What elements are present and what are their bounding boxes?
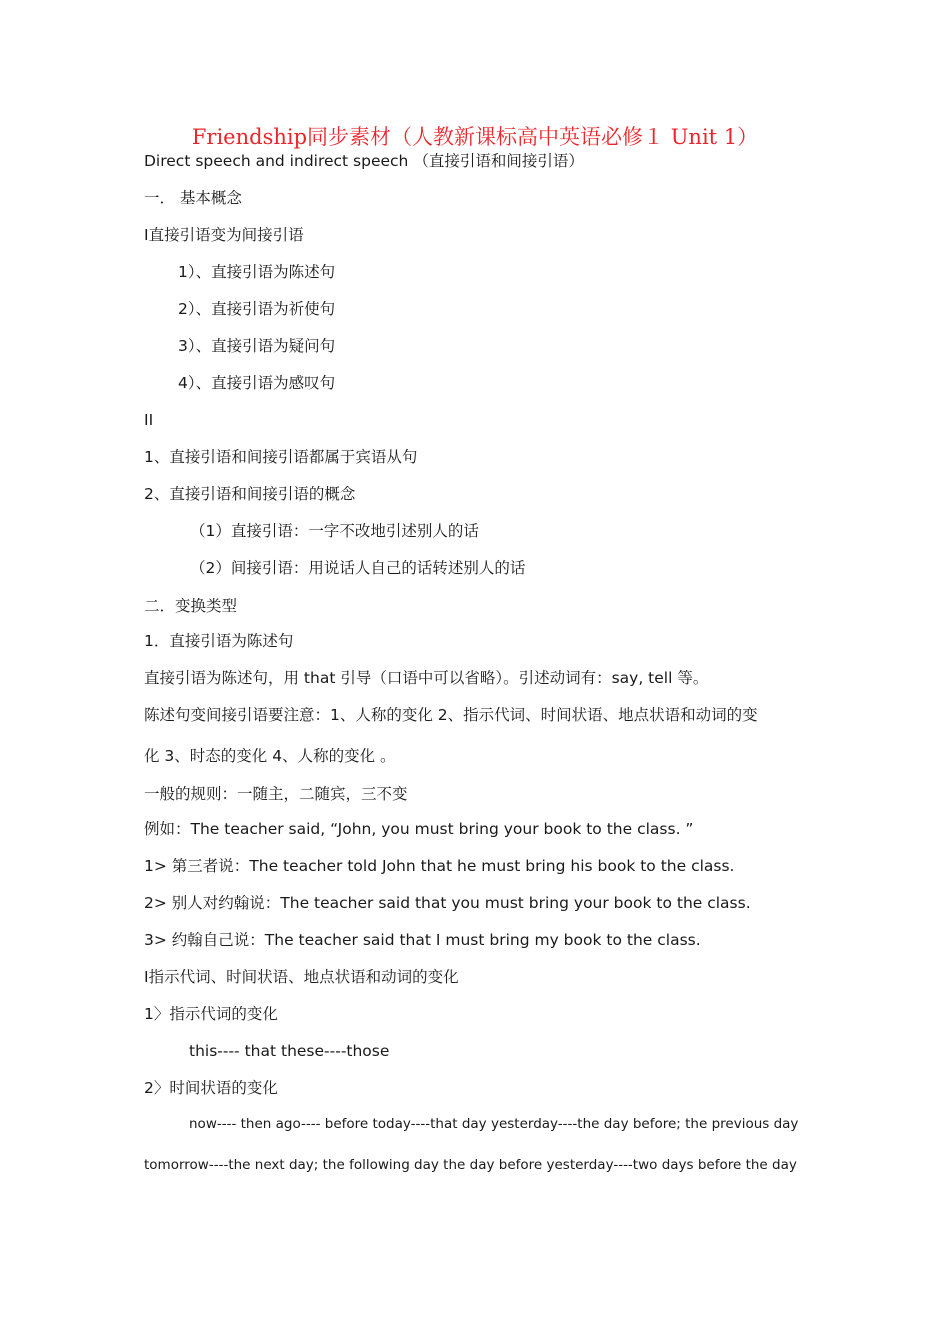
list-item: 1、直接引语和间接引语都属于宾语从句 <box>144 448 418 466</box>
list-item: 2、直接引语和间接引语的概念 <box>144 485 356 503</box>
example-line: now---- then ago---- before today----that day yesterday----the day before; the previous day <box>189 1116 799 1132</box>
subsection-heading: II <box>144 411 154 429</box>
example-line: 2> 别人对约翰说：The teacher said that you must bring your book to the class. <box>144 894 751 912</box>
text-line: Direct speech and indirect speech （直接引语和间接引语） <box>144 152 584 170</box>
list-item: （2）间接引语：用说话人自己的话转述别人的话 <box>190 559 526 577</box>
section-heading: 二．变换类型 <box>144 597 238 615</box>
list-item: 2〉时间状语的变化 <box>144 1079 278 1097</box>
subsection-heading: I指示代词、时间状语、地点状语和动词的变化 <box>144 968 459 986</box>
example-line: 例如：The teacher said, “John, you must bring your book to the class. ” <box>144 820 694 838</box>
list-item: 4）、直接引语为感叹句 <box>178 374 336 392</box>
example-line: this---- that these----those <box>189 1042 390 1060</box>
list-item: 3）、直接引语为疑问句 <box>178 337 336 355</box>
example-line: 3> 约翰自己说：The teacher said that I must bring my book to the class. <box>144 931 701 949</box>
list-item: 1）、直接引语为陈述句 <box>178 263 336 281</box>
list-item: （1）直接引语：一字不改地引述别人的话 <box>190 522 479 540</box>
list-item: 1．直接引语为陈述句 <box>144 632 294 650</box>
text-line: 直接引语为陈述句，用 that 引导（口语中可以省略）。引述动词有：say, tell 等。 <box>144 669 709 687</box>
document-title: Friendship同步素材（人教新课标高中英语必修１ Unit 1） <box>191 125 759 149</box>
subsection-heading: I直接引语变为间接引语 <box>144 226 304 244</box>
example-line: 1> 第三者说：The teacher told John that he must bring his book to the class. <box>144 857 735 875</box>
list-item: 2）、直接引语为祈使句 <box>178 300 336 318</box>
list-item: 1〉指示代词的变化 <box>144 1005 278 1023</box>
text-line: 化 3、时态的变化 4、人称的变化 。 <box>144 747 396 765</box>
text-line: 陈述句变间接引语要注意：1、人称的变化 2、指示代词、时间状语、地点状语和动词的变 <box>144 706 758 724</box>
text-line: 一般的规则：一随主，二随宾，三不变 <box>144 785 408 803</box>
example-line: tomorrow----the next day; the following day the day before yesterday----two days before the day <box>144 1157 797 1173</box>
section-heading: 一． 基本概念 <box>144 189 242 207</box>
